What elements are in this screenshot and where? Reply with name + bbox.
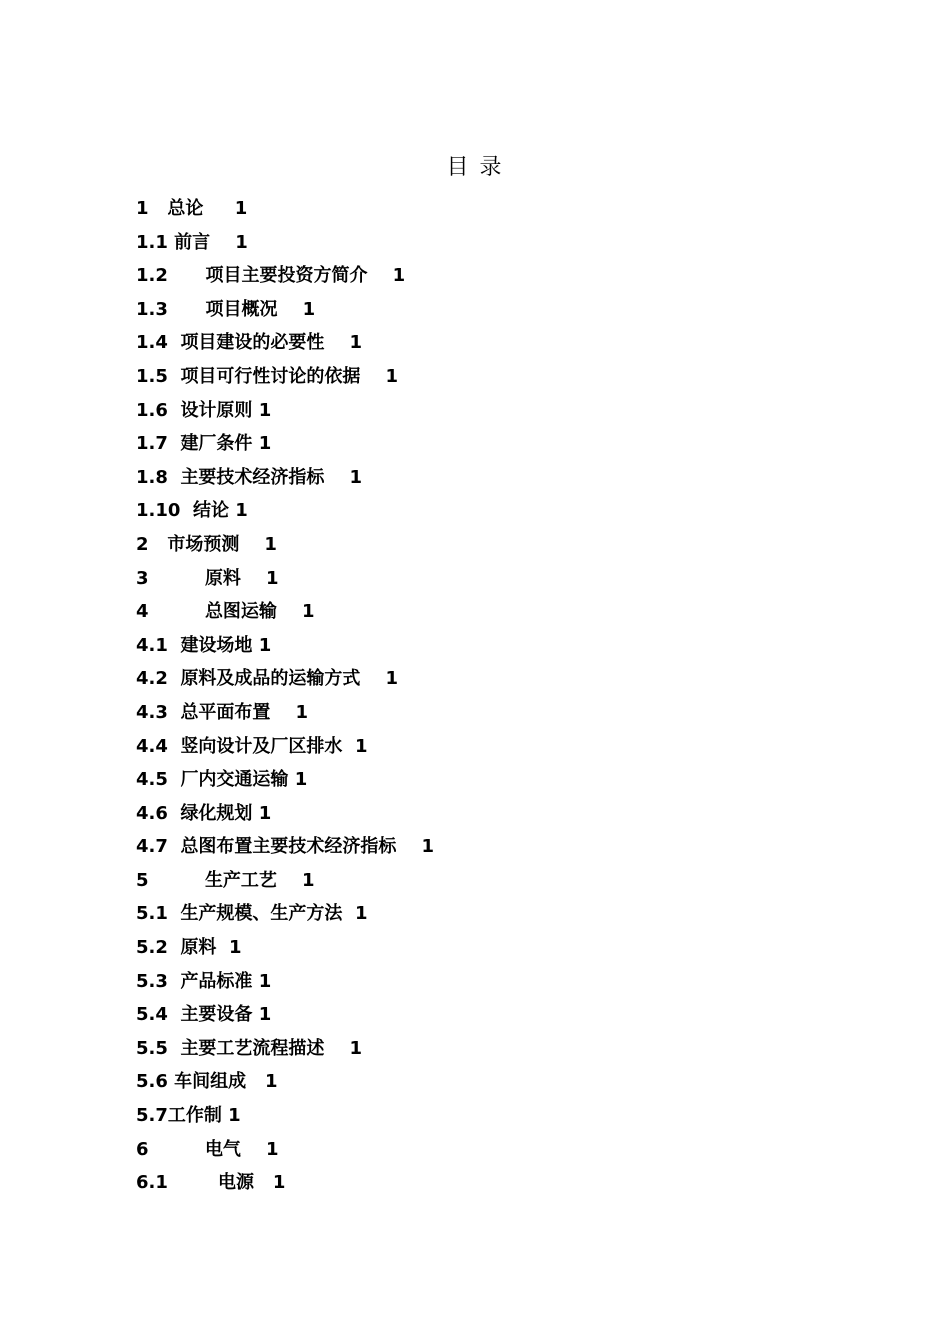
toc-entry-number: 5.6 — [136, 1071, 168, 1093]
toc-entry-page-number: 1 — [258, 634, 272, 656]
toc-entry-number: 4.1 — [136, 634, 168, 656]
toc-entry[interactable] — [136, 701, 836, 735]
toc-entry-page-number: 1 — [349, 332, 363, 354]
toc-entry[interactable] — [136, 667, 836, 701]
toc-entry[interactable] — [136, 768, 836, 802]
toc-entry[interactable] — [136, 869, 836, 903]
toc-entry-page-number: 1 — [392, 265, 406, 287]
toc-entry-number: 5 — [136, 869, 149, 891]
toc-entry-spacer — [168, 299, 206, 320]
toc-entry-spacer — [241, 568, 266, 589]
toc-entry-spacer — [203, 198, 234, 219]
toc-entry[interactable] — [136, 802, 836, 836]
toc-entry-page-number: 1 — [294, 769, 308, 791]
toc-entry-page-number: 1 — [302, 298, 316, 320]
toc-entry-page-number: 1 — [258, 802, 272, 824]
toc-entry-spacer — [210, 232, 235, 253]
toc-entry[interactable] — [136, 466, 836, 500]
toc-entry-page-number: 1 — [295, 701, 309, 723]
toc-entry[interactable] — [136, 970, 836, 1004]
toc-entry-title: 厂内交通运输 — [180, 769, 289, 791]
toc-entry-page-number: 1 — [266, 567, 279, 589]
toc-entry-page-number: 1 — [234, 198, 248, 219]
toc-entry-page-number: 1 — [258, 970, 272, 992]
toc-entry[interactable] — [136, 264, 836, 298]
toc-entry-spacer — [168, 702, 181, 723]
toc-entry-page-number: 1 — [258, 433, 272, 455]
toc-entry-spacer — [239, 534, 264, 555]
toc-entry-title: 主要工艺流程描述 — [180, 1037, 325, 1059]
toc-entry-number: 5.1 — [136, 903, 168, 925]
toc-entry-title: 总图布置主要技术经济指标 — [180, 836, 397, 858]
toc-entry-spacer — [149, 534, 168, 555]
toc-entry[interactable] — [136, 365, 836, 399]
toc-entry[interactable] — [136, 835, 836, 869]
toc-entry-title: 原料 — [180, 937, 217, 959]
toc-title: 目 录 — [446, 155, 504, 180]
toc-entry-title: 工作制 — [167, 1105, 222, 1127]
toc-entry-spacer — [168, 332, 181, 353]
toc-entry-spacer — [216, 937, 229, 958]
toc-entry-number: 5.2 — [136, 937, 168, 959]
toc-entry-title: 生产工艺 — [204, 869, 277, 891]
toc-entry[interactable] — [136, 936, 836, 970]
toc-entry[interactable] — [136, 1037, 836, 1071]
toc-entry-title: 主要设备 — [180, 1004, 253, 1026]
toc-entry-number: 1.3 — [136, 298, 168, 320]
toc-entry-title: 总图运输 — [204, 601, 277, 623]
toc-entry-number: 5.5 — [136, 1037, 168, 1059]
toc-entry-spacer — [360, 668, 385, 689]
toc-entry[interactable] — [136, 432, 836, 466]
toc-entry-spacer — [368, 265, 393, 286]
toc-entry-page-number: 1 — [235, 500, 248, 522]
toc-entry[interactable] — [136, 735, 836, 769]
toc-entry-page-number: 1 — [349, 466, 363, 488]
toc-entry-page-number: 1 — [228, 937, 242, 959]
toc-entry-page-number: 1 — [258, 399, 272, 421]
toc-entry-title: 生产规模、生产方法 — [180, 903, 343, 925]
toc-entry[interactable] — [136, 231, 836, 265]
toc-entry-spacer — [180, 500, 193, 521]
toc-entry-title: 市场预测 — [167, 533, 240, 555]
toc-entry-page-number: 1 — [302, 601, 315, 623]
toc-entry[interactable] — [136, 1104, 836, 1138]
toc-entry-number: 5.3 — [136, 970, 168, 992]
toc-entry-number: 1.5 — [136, 365, 168, 387]
toc-entry-page-number: 1 — [302, 869, 315, 891]
toc-entry-number: 4.2 — [136, 668, 168, 690]
toc-entry-spacer — [168, 265, 206, 286]
toc-entry-title: 结论 — [192, 500, 229, 522]
toc-entry-number: 1.10 — [136, 500, 181, 522]
toc-entry-title: 电气 — [204, 1138, 241, 1160]
toc-entry-spacer — [168, 1172, 218, 1193]
toc-entry-number: 6 — [136, 1138, 149, 1160]
toc-entry-spacer — [168, 1004, 181, 1025]
toc-entry-title: 产品标准 — [180, 970, 253, 992]
toc-entry[interactable] — [136, 1070, 836, 1104]
toc-entry[interactable] — [136, 567, 836, 601]
toc-entry-spacer — [168, 769, 181, 790]
toc-entry-title: 项目概况 — [205, 298, 278, 320]
toc-entry[interactable] — [136, 902, 836, 936]
toc-entry-title: 竖向设计及厂区排水 — [180, 735, 343, 757]
toc-entry[interactable] — [136, 298, 836, 332]
toc-entry-page-number: 1 — [354, 903, 368, 925]
toc-entry-number: 1 — [136, 198, 149, 219]
toc-entry-spacer — [168, 467, 181, 488]
toc-entry-spacer — [168, 736, 181, 757]
toc-entry-spacer — [270, 702, 295, 723]
toc-entry-spacer — [360, 366, 385, 387]
toc-entry-page-number: 1 — [272, 1172, 286, 1194]
toc-entry-spacer — [149, 601, 205, 622]
toc-entry-spacer — [168, 836, 181, 857]
toc-entry-spacer — [246, 1071, 265, 1092]
toc-entry-page-number: 1 — [385, 365, 399, 387]
toc-entry-number: 4.3 — [136, 701, 168, 723]
toc-entry-number: 2 — [136, 533, 149, 555]
toc-entry-title: 建厂条件 — [180, 433, 253, 455]
toc-entry-spacer — [324, 1038, 349, 1059]
toc-entry-spacer — [168, 433, 181, 454]
toc-entry-spacer — [168, 635, 181, 656]
toc-entry-number: 3 — [136, 567, 149, 589]
toc-entry-spacer — [149, 568, 205, 589]
toc-entry-spacer — [168, 1038, 181, 1059]
toc-entry-page-number: 1 — [421, 836, 435, 858]
toc-entry-spacer — [168, 971, 181, 992]
toc-entry-spacer — [342, 903, 355, 924]
toc-entry-page-number: 1 — [354, 735, 368, 757]
toc-entry-spacer — [149, 1139, 205, 1160]
toc-entry-spacer — [277, 870, 302, 891]
toc-entry-page-number: 1 — [235, 231, 248, 253]
toc-entry-title: 车间组成 — [174, 1071, 247, 1093]
toc-entry-spacer — [168, 366, 181, 387]
toc-entry-spacer — [278, 299, 303, 320]
toc-entry[interactable] — [136, 499, 836, 533]
toc-entry-spacer — [324, 467, 349, 488]
toc-entry-number: 5.7 — [136, 1105, 168, 1127]
toc-entry-number: 1.8 — [136, 466, 168, 488]
toc-entry-title: 电源 — [218, 1172, 255, 1194]
toc-entry[interactable] — [136, 533, 836, 567]
toc-entry-title: 主要技术经济指标 — [180, 466, 325, 488]
toc-entry-title: 原料及成品的运输方式 — [180, 668, 361, 690]
toc-entry-spacer — [168, 903, 181, 924]
toc-entry-page-number: 1 — [349, 1037, 363, 1059]
toc-entry-title: 总论 — [167, 198, 204, 219]
toc-entry-page-number: 1 — [258, 1004, 272, 1026]
toc-entry-page-number: 1 — [264, 533, 277, 555]
toc-entry-number: 1.1 — [136, 231, 168, 253]
toc-entry-title: 建设场地 — [180, 634, 253, 656]
toc-entry-spacer — [324, 332, 349, 353]
table-of-contents — [136, 197, 836, 1205]
toc-entry-number: 1.7 — [136, 433, 168, 455]
toc-entry[interactable] — [136, 1003, 836, 1037]
toc-entry[interactable] — [136, 1138, 836, 1172]
toc-entry-spacer — [396, 836, 421, 857]
toc-entry-number: 4.6 — [136, 802, 168, 824]
toc-entry-page-number: 1 — [264, 1071, 278, 1093]
toc-entry-number: 5.4 — [136, 1004, 168, 1026]
toc-entry-page-number: 1 — [228, 1105, 241, 1127]
toc-entry-spacer — [168, 668, 181, 689]
toc-entry-spacer — [342, 736, 355, 757]
toc-entry-number: 4.5 — [136, 769, 168, 791]
toc-entry[interactable] — [136, 600, 836, 634]
toc-entry-title: 前言 — [174, 231, 211, 253]
toc-entry-title: 项目建设的必要性 — [180, 332, 325, 354]
toc-entry-spacer — [168, 803, 181, 824]
toc-entry-title: 总平面布置 — [180, 701, 271, 723]
toc-entry[interactable] — [136, 331, 836, 365]
toc-entry-title: 项目主要投资方简介 — [205, 265, 368, 287]
toc-entry-number: 1.6 — [136, 399, 168, 421]
toc-entry-spacer — [254, 1172, 273, 1193]
toc-entry-number: 1.4 — [136, 332, 168, 354]
toc-entry-number: 1.2 — [136, 265, 168, 287]
toc-entry-page-number: 1 — [385, 668, 399, 690]
toc-entry-spacer — [277, 601, 302, 622]
toc-entry[interactable] — [136, 197, 836, 231]
toc-entry[interactable] — [136, 1171, 836, 1205]
toc-entry-page-number: 1 — [266, 1138, 279, 1160]
toc-entry-number: 4.7 — [136, 836, 168, 858]
toc-entry-spacer — [168, 937, 181, 958]
toc-entry-number: 4.4 — [136, 735, 168, 757]
toc-entry-number: 4 — [136, 601, 149, 623]
toc-entry-number: 6.1 — [136, 1172, 168, 1194]
toc-entry-spacer — [149, 198, 168, 219]
toc-entry-spacer — [241, 1139, 266, 1160]
toc-entry-title: 项目可行性讨论的依据 — [180, 365, 361, 387]
toc-entry[interactable] — [136, 399, 836, 433]
toc-entry-title: 原料 — [204, 567, 241, 589]
toc-entry-title: 设计原则 — [180, 399, 253, 421]
toc-entry-title: 绿化规划 — [180, 802, 253, 824]
toc-entry[interactable] — [136, 634, 836, 668]
toc-entry-spacer — [168, 400, 181, 421]
toc-entry-spacer — [149, 870, 205, 891]
